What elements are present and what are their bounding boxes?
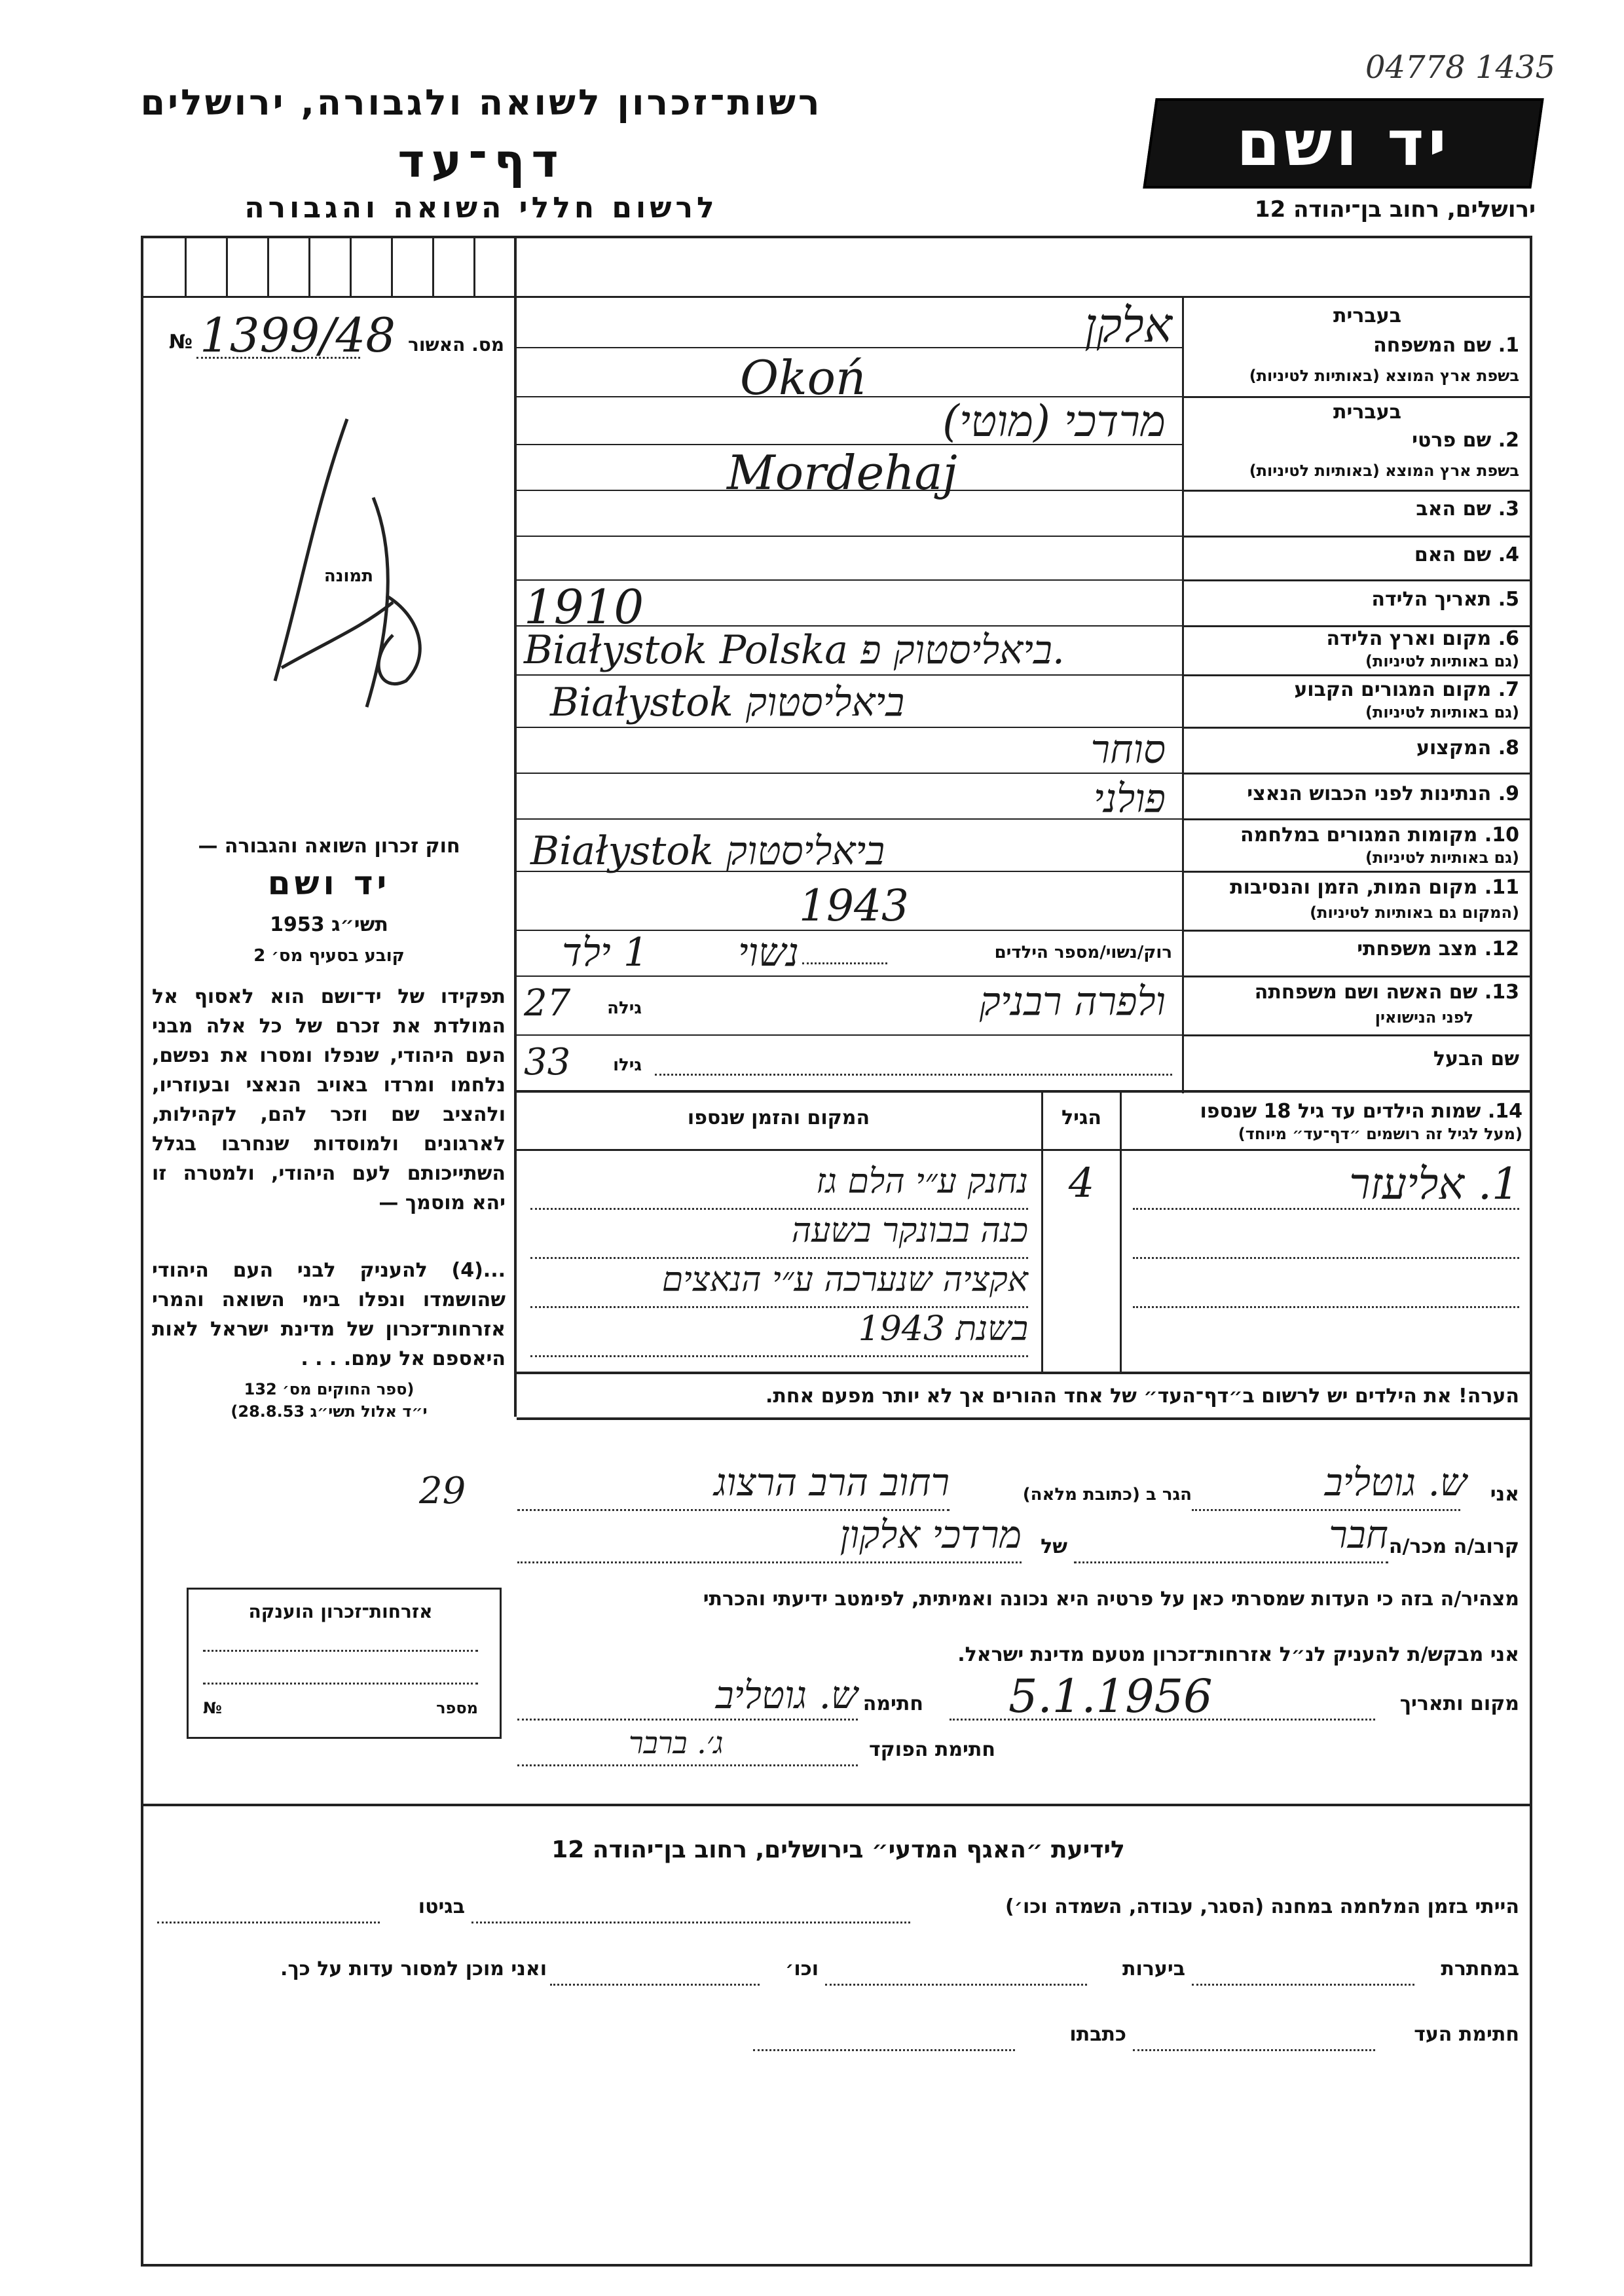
decl-officer-label: חתימת הפוקד [869,1738,995,1761]
field-5-label-text: תאריך הלידה [1371,588,1492,611]
yad-vashem-logo [1143,98,1543,189]
child-1-place-line-3: אקציה שנערכה ע״י הנאצים [661,1260,1028,1300]
field-11-value: 1943 [799,881,909,931]
law-source: (ספר החוקים מס׳ 132 [244,1380,415,1398]
field-1-num: 1. [1498,334,1519,357]
field-6-label [1192,627,1519,650]
field-12-label [1192,938,1519,960]
field-1-value-latin: Okoń [740,350,866,405]
field-8-label [1192,737,1519,759]
field-7-value: Białystok ביאליסטוק [550,680,905,725]
husband-age-value: 33 [524,1041,571,1084]
decl-lives-label: הגר ב (כתובת מלאה) [1022,1485,1192,1504]
field-12-children-count: 1 ילד [561,930,648,975]
field-6-label-text: מקום וארץ הלידה [1326,627,1492,650]
field-10-num: 10. [1484,824,1519,847]
field-12-children-label: רוק/נשוי/מספר הילדים [994,943,1172,962]
field-7-label-text: מקום המגורים הקבוע [1294,678,1492,701]
field-10-sub: (גם באותיות לטיניות) [1365,848,1519,867]
field-2-label-text: שם פרטי [1412,429,1492,452]
field-2-hebrew-tag: בעברית [1333,401,1401,424]
field-2-num: 2. [1498,429,1519,452]
law-name: יד ושם [267,864,391,902]
decl-lives-value: רחוב הרב הרצוג [714,1460,950,1504]
child-1-place-line-1: נחנק ע״י הלם גז [816,1162,1028,1201]
decl-statement: מצהיר/ה בזה כי העדות שמסרתי כאן על פרטיה היא נכונה ואמיתית, לפימטב ידיעתי והכרתי [703,1588,1519,1611]
child-1-age: 4 [1068,1159,1095,1207]
footer-line2-b: ביערות [1122,1958,1185,1980]
child-1-place-line-2: כנה בבונקר בשעה [791,1211,1028,1250]
field-9-label [1192,782,1519,805]
authority-line: רשות־זכרון לשואה ולגבורה, ירושלים [140,82,822,123]
field-13-label-text: שם האשה ושם משפחתה [1254,981,1478,1004]
field-2-value-latin: Mordehaj [727,445,957,500]
field-5-num: 5. [1498,588,1519,611]
field-7-sub: (גם באותיות לטיניות) [1365,703,1519,721]
decl-relative-value: חבר [1329,1512,1388,1557]
field-1-label-text: שם המשפחה [1373,334,1492,357]
footer-title: לידיעת ״האגף המדעי״ בירושלים, רחוב בן־יהודה 12 [551,1836,1125,1863]
decl-i-label: אני [1490,1483,1519,1506]
field-7-label [1192,678,1519,701]
field-3-label [1192,498,1519,520]
law-text-2: ...(4) להעניק לבני העם היהודי שהושמדו ונפלו בימי השואה והמרי אזרחות־זכרון של מדינת ישראל לאות היאספם אל עמם. . . . [152,1259,506,1370]
field-2-value-hebrew: מרדכי (מוטי) [942,396,1166,446]
field-4-label [1192,543,1519,566]
citizenship-number-label: מספר [436,1699,478,1717]
field-4-label-text: שם האם [1414,543,1492,566]
children-title-text: שמות הילדים עד גיל 18 שנספו [1200,1100,1481,1123]
field-2-label [1192,429,1519,452]
decl-of-value: מרדכי אלקון [840,1512,1022,1557]
law-clause: קובע בסעיף מס׳ 2 [253,946,405,966]
field-6-num: 6. [1498,627,1519,650]
citizenship-title: אזרחות־זכרון הוענקה [248,1601,433,1622]
logo-text: יד ושם [1236,107,1450,180]
field-8-value: סוחר [1090,727,1166,773]
field-12-num: 12. [1484,938,1519,960]
photo-label: תמונה [323,566,373,586]
field-9-value: פולני [1093,776,1166,822]
field-8-num: 8. [1498,737,1519,759]
field-1-sub: בשפת ארץ המוצא (באותיות לטיניות) [1249,367,1519,385]
decl-house-number: 29 [419,1470,466,1512]
children-age-col: הגיל [1061,1106,1101,1129]
law-date: י״ד אלול תשי״ג 28.8.53) [231,1402,428,1421]
decl-of-label: של [1041,1535,1067,1558]
field-13-value: ולפרה רבניק [979,979,1166,1025]
law-year: תשי״ג 1953 [270,913,388,936]
footer-line1-a: הייתי בזמן המלחמה במחנה (הסגר, עבודה, השמדה וכו׳) [1005,1895,1519,1918]
child-1-place-line-4: בשנת 1943 [858,1309,1028,1349]
husband-label: שם הבעל [1433,1048,1519,1070]
field-13-label [1192,981,1519,1004]
children-note: (מעל לגיל זה רושמים ״דף־עד״ מיוחד) [1238,1125,1522,1143]
field-3-num: 3. [1498,498,1519,520]
husband-age-label: גילו [613,1055,642,1075]
children-title [1130,1100,1522,1123]
field-1-value-hebrew: אלקן [1084,298,1172,353]
field-12-value: נשוי [737,930,799,975]
children-num: 14. [1487,1100,1522,1123]
field-5-value: 1910 [524,579,644,634]
photo-area-scribble [236,406,445,773]
field-10-value: Białystok ביאליסטוק [530,828,885,874]
law-text-1: תפקידו של יד־ושם הוא לאסוף אל המולדת את זכרם של כל אלה מבני העם היהודי, שנפלו ומסרו את נפשם, נלחמו ומרדו באויב הנאצי ובעוזריו, ולהציב שם וזכר להם, לקהילות, לארגונים ולמוסדות שנחרבו בגלל השתייכותם לעם היהודי, ולמטרה זו יהא מוסמך — [152,985,506,1214]
footer-line1-b: בגיטו [418,1895,465,1918]
field-6-value: Białystok Polska ביאליסטוק פ. [524,627,1065,673]
decl-officer-value: ג׳. ברבר [629,1725,724,1760]
field-11-num: 11. [1484,876,1519,899]
decl-signature-value: ש. גוטליב [715,1673,858,1717]
field-1-hebrew-tag: בעברית [1333,304,1401,327]
footer-line3-b: כתבתו [1069,2023,1126,2046]
field-11-label [1192,876,1519,899]
decl-place-date-label: מקום ותאריך [1399,1692,1519,1715]
field-13-sub: לפני הנישואין [1375,1008,1473,1027]
decl-request: אני מבקש/ת להעניק לנ״ל אזרחות־זכרון מטעם מדינת ישראל. [957,1643,1519,1666]
field-12-label-text: מצב משפחתי [1357,938,1478,960]
approval-label: מס. האשור [408,334,504,355]
footer-line2-d: ואני מוכן למסור עדות על כך. [280,1958,547,1980]
field-1-label [1192,334,1519,357]
field-9-num: 9. [1498,782,1519,805]
filing-boxes [143,238,514,297]
field-11-label-text: מקום המות, הזמן והנסיבות [1230,876,1478,899]
field-5-label [1192,588,1519,611]
citizenship-number-prefix: № [203,1699,222,1717]
field-4-num: 4. [1498,543,1519,566]
children-place-col: המקום והזמן שנספו [687,1106,870,1129]
law-title: חוק זכרון השואה והגבורה — [198,835,460,858]
field-2-sub: בשפת ארץ המוצא (באותיות לטיניות) [1249,462,1519,480]
address: ירושלים, רחוב בן־יהודה 12 [1254,196,1536,223]
top-reference-number: 04778 1435 [1365,49,1556,86]
field-6-sub: (גם באותיות לטיניות) [1365,652,1519,670]
footer-line2-a: במחתרת [1441,1958,1519,1980]
field-13-age-value: 27 [524,982,571,1025]
field-3-label-text: שם האב [1416,498,1492,520]
remark: הערה! את הילדים יש לרשום ב״דף־העד״ של אחד ההורים אך לא יותר מפעם אחת. [766,1385,1519,1408]
form-title: דף־עד [397,134,565,188]
decl-date-value: 5.1.1956 [1008,1669,1213,1723]
field-9-label-text: הנתינות לפני הכבוש הנאצי [1247,782,1492,805]
field-10-label [1192,824,1519,847]
form-subtitle: לרשום חללי השואה והגבורה [244,191,718,225]
decl-i-value: ש. גוטליב [1324,1460,1467,1504]
field-10-label-text: מקומות המגורים במלחמה [1240,824,1478,847]
footer-line2-c: וכו׳ [785,1958,819,1980]
approval-prefix: № [169,331,193,354]
footer-line3-a: חתימת העד [1414,2023,1519,2046]
field-8-label-text: המקצוע [1416,737,1492,759]
field-11-sub: (המקום גם באותיות לטיניות) [1310,903,1519,922]
child-1-name: 1. אליעזר [1349,1159,1519,1209]
field-13-num: 13. [1484,981,1519,1004]
decl-signature-label: חתימה [862,1692,923,1715]
field-13-age-label: גילה [607,998,642,1018]
approval-number: 1399/48 [200,308,396,363]
decl-relative-label: קרוב/ה מכר/ה [1388,1535,1519,1558]
field-7-num: 7. [1498,678,1519,701]
